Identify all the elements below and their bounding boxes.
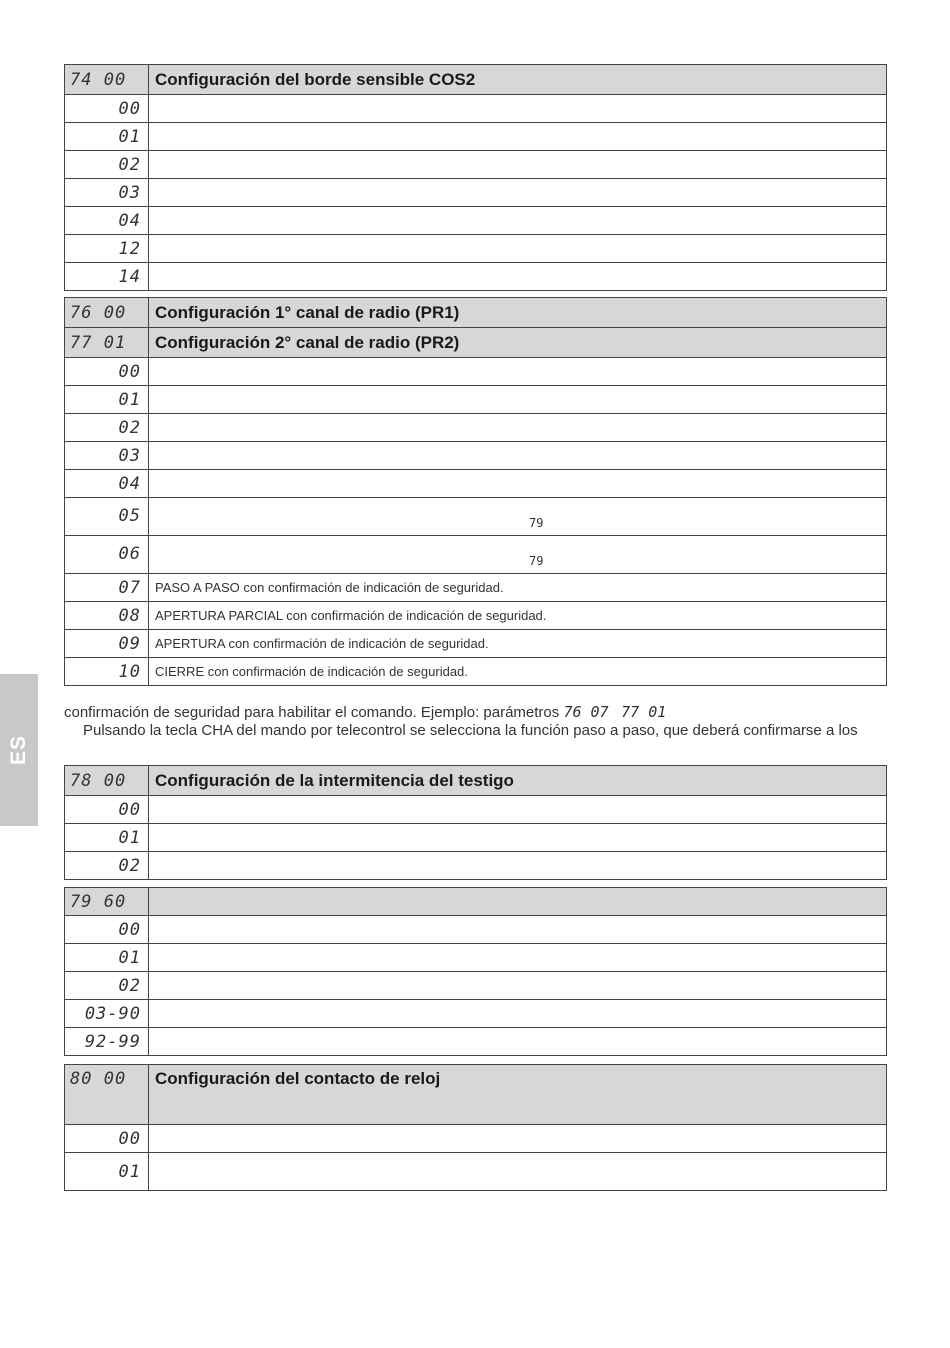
table-header-row [65, 328, 887, 358]
table-row [65, 414, 887, 442]
param-title: Configuración del borde sensible COS2 [149, 65, 887, 95]
value-description [149, 442, 887, 470]
value-description [149, 470, 887, 498]
value-description: CIERRE con confirmación de indicación de seguridad. [149, 658, 887, 686]
value-description [149, 1028, 887, 1056]
value-description [149, 179, 887, 207]
value-description [149, 235, 887, 263]
table-row [65, 944, 887, 972]
param-reference: 79 [529, 554, 544, 568]
value-code: 08 [65, 602, 149, 630]
table-row [65, 1028, 887, 1056]
value-description [149, 358, 887, 386]
value-description [149, 123, 887, 151]
table-row [65, 498, 887, 536]
value-description [149, 263, 887, 291]
note-code: 77 01 [621, 703, 667, 721]
table-row [65, 852, 887, 880]
value-code: 02 [65, 972, 149, 1000]
value-code: 07 [65, 574, 149, 602]
value-description [149, 1000, 887, 1028]
param-reference: 79 [529, 516, 544, 530]
note-line-1 [64, 703, 894, 721]
table-row [65, 151, 887, 179]
value-code: 02 [65, 151, 149, 179]
note-line-2 [83, 722, 913, 739]
value-description: APERTURA con confirmación de indicación de seguridad. [149, 630, 887, 658]
param-code: 80 00 [65, 1065, 149, 1125]
table-indicator-blink-config [64, 765, 887, 880]
table-param-79 [64, 887, 887, 1056]
value-code: 92-99 [65, 1028, 149, 1056]
table-row [65, 796, 887, 824]
param-code: 79 60 [65, 888, 149, 916]
language-tab [0, 674, 38, 826]
value-code: 00 [65, 1125, 149, 1153]
table-row [65, 1125, 887, 1153]
table-row [65, 658, 887, 686]
value-description: APERTURA PARCIAL con confirmación de indicación de seguridad. [149, 602, 887, 630]
table-row [65, 574, 887, 602]
param-title: Configuración 1° canal de radio (PR1) [149, 298, 887, 328]
value-code: 00 [65, 796, 149, 824]
value-code: 00 [65, 916, 149, 944]
table-row [65, 916, 887, 944]
value-description [149, 852, 887, 880]
language-tab-label: ES [6, 734, 30, 766]
table-row [65, 630, 887, 658]
value-code: 01 [65, 944, 149, 972]
table-row [65, 263, 887, 291]
table-row [65, 123, 887, 151]
value-description [149, 151, 887, 179]
value-code: 04 [65, 207, 149, 235]
value-code: 02 [65, 852, 149, 880]
table-row [65, 95, 887, 123]
table-row [65, 972, 887, 1000]
value-code: 01 [65, 1153, 149, 1191]
value-description [149, 796, 887, 824]
value-code: 14 [65, 263, 149, 291]
param-title: Configuración del contacto de reloj [149, 1065, 887, 1125]
table-row [65, 536, 887, 574]
value-code: 03 [65, 179, 149, 207]
value-description [149, 498, 887, 536]
param-title: Configuración de la intermitencia del testigo [149, 766, 887, 796]
note-code: 76 07 [563, 703, 609, 721]
table-row [65, 824, 887, 852]
value-description [149, 916, 887, 944]
value-code: 00 [65, 358, 149, 386]
value-code: 03 [65, 442, 149, 470]
param-code: 76 00 [65, 298, 149, 328]
value-description [149, 824, 887, 852]
table-radio-channel-config [64, 297, 887, 686]
table-header-row [65, 298, 887, 328]
value-code: 01 [65, 824, 149, 852]
value-code: 10 [65, 658, 149, 686]
table-row [65, 602, 887, 630]
param-code: 78 00 [65, 766, 149, 796]
table-row [65, 1153, 887, 1191]
value-description [149, 414, 887, 442]
value-description [149, 207, 887, 235]
table-row [65, 358, 887, 386]
note-text: Pulsando la tecla CHA del mando por telecontrol se selecciona la función paso a paso, que deberá confirmarse a los [83, 722, 858, 739]
table-row [65, 207, 887, 235]
value-code: 02 [65, 414, 149, 442]
table-row [65, 179, 887, 207]
param-title [149, 888, 887, 916]
note-text: confirmación de seguridad para habilitar el comando. Ejemplo: parámetros [64, 704, 560, 721]
value-code: 06 [65, 536, 149, 574]
table-header-row [65, 1065, 887, 1125]
value-code: 01 [65, 386, 149, 414]
value-description: PASO A PASO con confirmación de indicación de seguridad. [149, 574, 887, 602]
table-row [65, 386, 887, 414]
value-description [149, 972, 887, 1000]
value-description [149, 1125, 887, 1153]
value-code: 03-90 [65, 1000, 149, 1028]
value-code: 12 [65, 235, 149, 263]
table-clock-contact-config [64, 1064, 887, 1191]
value-code: 09 [65, 630, 149, 658]
table-header-row [65, 65, 887, 95]
value-code: 05 [65, 498, 149, 536]
table-row [65, 235, 887, 263]
table-cos2-config [64, 64, 887, 291]
value-description [149, 1153, 887, 1191]
table-row [65, 442, 887, 470]
value-code: 01 [65, 123, 149, 151]
table-row [65, 470, 887, 498]
param-code: 74 00 [65, 65, 149, 95]
param-title: Configuración 2° canal de radio (PR2) [149, 328, 887, 358]
value-description [149, 536, 887, 574]
table-row [65, 1000, 887, 1028]
value-description [149, 944, 887, 972]
value-description [149, 95, 887, 123]
table-header-row [65, 888, 887, 916]
param-code: 77 01 [65, 328, 149, 358]
value-description [149, 386, 887, 414]
value-code: 04 [65, 470, 149, 498]
table-header-row [65, 766, 887, 796]
value-code: 00 [65, 95, 149, 123]
